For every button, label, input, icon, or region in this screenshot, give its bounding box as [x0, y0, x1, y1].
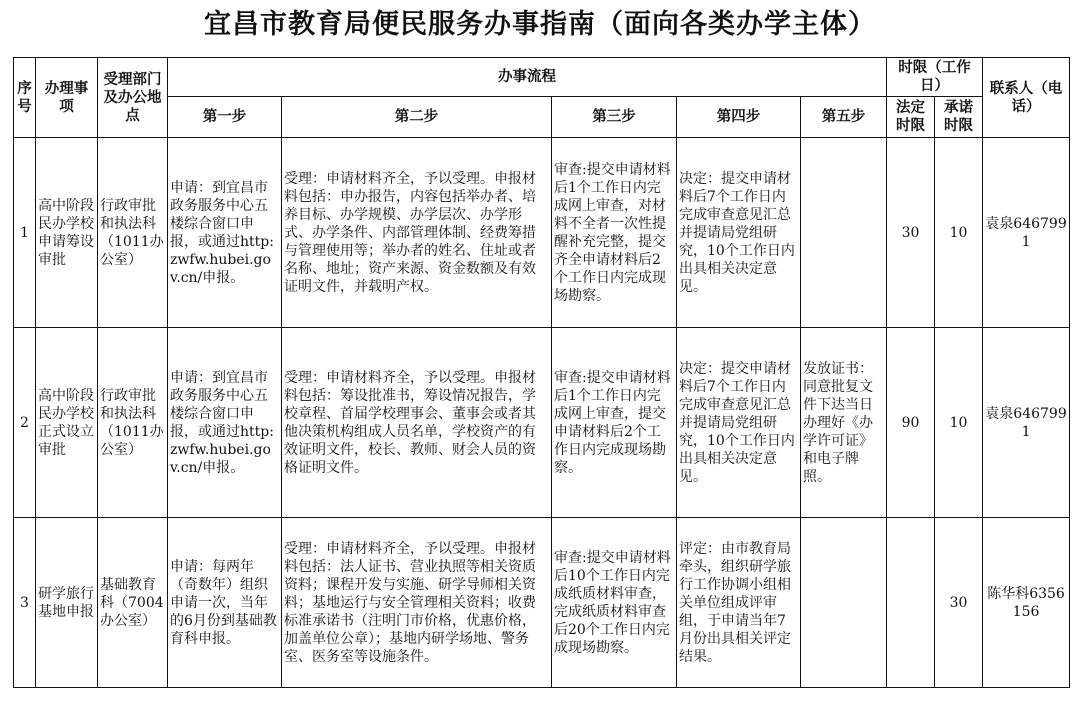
page-title: 宜昌市教育局便民服务办事指南（面向各类办学主体） — [204, 9, 876, 40]
row-promise: 10 — [935, 328, 983, 518]
subheader-row — [14, 97, 1070, 138]
header-process: 办事流程 — [168, 58, 887, 97]
header-promise: 承诺时限 — [935, 97, 983, 138]
header-contact: 联系人（电话） — [983, 58, 1070, 138]
row-step3: 审查:提交申请材料后1个工作日内完成网上审查，对材料不全者一次性提醒补充完整，提交齐全申请材料后2个工作日内完成现场勘察。 — [552, 138, 677, 328]
row-step2: 受理：申请材料齐全，予以受理。申报材料包括：筹设批准书，筹设情况报告，学校章程、首届学校理事会、董事会或者其他决策机构组成人员名单，学校资产的有效证明文件，校长、教师、财会人员的资格证明文件。 — [282, 328, 552, 518]
row-legal: 30 — [887, 138, 935, 328]
header-seq: 序号 — [14, 58, 36, 138]
row-item: 高中阶段民办学校正式设立审批 — [36, 328, 98, 518]
service-guide-table — [13, 57, 1070, 688]
header-step4: 第四步 — [677, 97, 801, 138]
row-dept: 行政审批和执法科（1011办公室） — [98, 328, 168, 518]
header-step5: 第五步 — [801, 97, 887, 138]
table-row — [14, 518, 1070, 688]
header-step1: 第一步 — [168, 97, 282, 138]
row-step2: 受理：申请材料齐全，予以受理。申报材料包括：申办报告，内容包括举办者、培养目标、办学规模、办学层次、办学形式、办学条件、内部管理体制、经费筹措与管理使用等；举办者的姓名、住址或者名称、地址；资产来源、资金数额及有效证明文件，并载明产权。 — [282, 138, 552, 328]
row-step4: 评定：由市教育局牵头，组织研学旅行工作协调小组相关单位组成评审组，于申请当年7月份出具相关评定结果。 — [677, 518, 801, 688]
row-contact: 袁泉6467991 — [983, 328, 1070, 518]
row-item: 高中阶段民办学校申请筹设审批 — [36, 138, 98, 328]
row-legal: 90 — [887, 328, 935, 518]
row-step5: 发放证书：同意批复文件下达当日办理好《办学许可证》和电子牌照。 — [801, 328, 887, 518]
row-seq: 3 — [14, 518, 36, 688]
row-seq: 2 — [14, 328, 36, 518]
row-contact: 袁泉6467991 — [983, 138, 1070, 328]
row-step3: 审查:提交申请材料后1个工作日内完成网上审查，提交申请材料后2个工作日内完成现场勘察。 — [552, 328, 677, 518]
header-step2: 第二步 — [282, 97, 552, 138]
header-legal: 法定时限 — [887, 97, 935, 138]
row-step1: 申请：到宜昌市政务服务中心五楼综合窗口申报，或通过http:zwfw.hubei.gov.cn/申报。 — [168, 138, 282, 328]
row-step5 — [801, 518, 887, 688]
header-step3: 第三步 — [552, 97, 677, 138]
header-item: 办理事项 — [36, 58, 98, 138]
row-contact: 陈华科6356156 — [983, 518, 1070, 688]
row-dept: 行政审批和执法科（1011办公室） — [98, 138, 168, 328]
header-row — [14, 58, 1070, 97]
row-legal — [887, 518, 935, 688]
row-step3: 审查:提交申请材料后10个工作日内完成纸质材料审查，完成纸质材料审查后20个工作日内完成现场勘察。 — [552, 518, 677, 688]
row-promise: 10 — [935, 138, 983, 328]
table-row — [14, 328, 1070, 518]
row-step1: 申请：每两年（奇数年）组织申请一次，当年的6月份到基础教育科申报。 — [168, 518, 282, 688]
row-step4: 决定：提交申请材料后7个工作日内完成审查意见汇总并提请局党组研究，10个工作日内出具相关决定意见。 — [677, 138, 801, 328]
row-item: 研学旅行基地申报 — [36, 518, 98, 688]
row-step5 — [801, 138, 887, 328]
row-dept: 基础教育科（7004办公室） — [98, 518, 168, 688]
header-limit: 时限（工作日） — [887, 58, 983, 97]
row-step4: 决定：提交申请材料后7个工作日内完成审查意见汇总并提请局党组研究，10个工作日内出具相关决定意见。 — [677, 328, 801, 518]
row-promise: 30 — [935, 518, 983, 688]
table-row — [14, 138, 1070, 328]
row-seq: 1 — [14, 138, 36, 328]
header-dept: 受理部门及办公地点 — [98, 58, 168, 138]
row-step1: 申请：到宜昌市政务服务中心五楼综合窗口申报，或通过http:zwfw.hubei.gov.cn/申报。 — [168, 328, 282, 518]
row-step2: 受理：申请材料齐全，予以受理。申报材料包括：法人证书、营业执照等相关资质资料；课程开发与实施、研学导师相关资料；基地运行与安全管理相关资料；收费标准承诺书（注明门市价格，优惠价格，加盖单位公章）；基地内研学场地、警务室、医务室等设施条件。 — [282, 518, 552, 688]
